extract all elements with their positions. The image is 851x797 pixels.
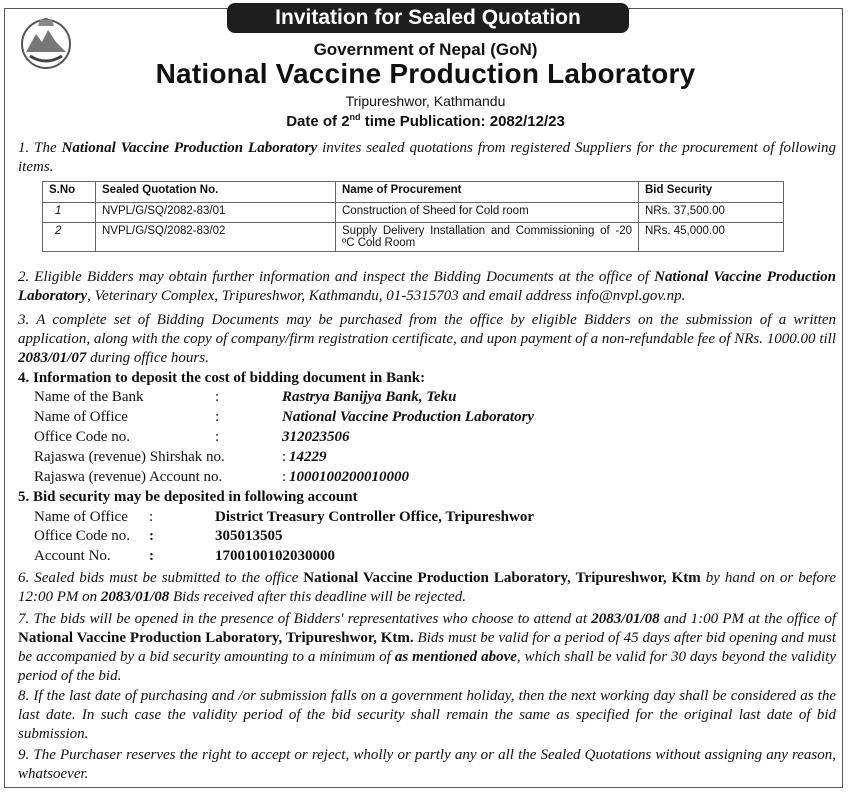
clause-2: 2. Eligible Bidders may obtain further information and inspect the Bidding Documents at the office of National Vaccine Production Laboratory, Veterinary Complex, Tripureshwor, Kathmandu, 01-5315703 and email address info@nvpl.gov.np. <box>18 269 836 304</box>
colon: : <box>149 528 154 544</box>
revenue-account-value: 1000100200010000 <box>289 469 409 485</box>
office-code-label: Office Code no. <box>34 429 130 445</box>
section-5-title: 5. Bid security may be deposited in following account <box>18 489 358 505</box>
organization-address: Tripureshwor, Kathmandu <box>345 93 506 109</box>
clause-9: 9. The Purchaser reserves the right to accept or reject, wholly or partly any or all the Sealed Quotations without assigning any reason, whatsoever. <box>18 747 836 782</box>
cell-sno: 2 <box>43 223 96 252</box>
clause-7: 7. The bids will be opened in the presence of Bidders' representatives who choose to attend at 2083/01/08 and 1:00 PM at the office of National Vaccine Production Laboratory, Tripureshwor, Ktm. Bids must be valid for a period of 45 days after bid opening and must be accompanied by a bid security amounting to a minimum of as mentioned above, which shall be valid for 30 days beyond the validity period of the bid. <box>18 611 837 684</box>
colon: : <box>282 469 287 485</box>
clause-3: 3. A complete set of Bidding Documents may be purchased from the office by eligible Bidders on the submission of a written application, along with the copy of company/firm registration certificate, and upon payment of a non-refundable fee of NRs. 1000.00 till 2083/01/07 during office hours. <box>18 312 836 366</box>
col-sno: S.No <box>43 182 96 203</box>
treasury-office-value: District Treasury Controller Office, Tripureshwor <box>215 509 534 525</box>
bank-name-label: Name of the Bank <box>34 389 144 405</box>
clause-6: 6. Sealed bids must be submitted to the office National Vaccine Production Laboratory, Tripureshwor, Ktm by hand on or before 12:00 PM on 2083/01/08 Bids received after this deadline will be rejected. <box>18 570 836 605</box>
clause-8: 8. If the last date of purchasing and /or submission falls on a government holiday, then the next working day shall be considered as the last date. In such case the validity period of the bid security shall remain the same as specified for the original last date of bid submission. <box>18 688 836 742</box>
colon: : <box>215 389 220 405</box>
colon: : <box>215 409 220 425</box>
col-bid-security: Bid Security <box>639 182 784 203</box>
colon: : <box>215 429 220 445</box>
colon: : <box>149 548 154 564</box>
clause-1: 1. The National Vaccine Production Laboratory invites sealed quotations from registered Suppliers for the procurement of following items. <box>18 140 836 175</box>
cell-quotation-no: NVPL/G/SQ/2082-83/02 <box>96 223 336 252</box>
cell-quotation-no: NVPL/G/SQ/2082-83/01 <box>96 203 336 223</box>
shirshak-label: Rajaswa (revenue) Shirshak no. <box>34 449 225 465</box>
cell-sno: 1 <box>43 203 96 223</box>
treasury-code-value: 305013505 <box>215 528 283 544</box>
office-name-label: Name of Office <box>34 409 128 425</box>
notice-banner: Invitation for Sealed Quotation <box>227 3 629 33</box>
colon: : <box>282 449 287 465</box>
cell-procurement: Construction of Sheed for Cold room <box>336 203 639 223</box>
account-no-label: Account No. <box>34 548 111 564</box>
table-row <box>43 223 784 252</box>
treasury-office-label: Name of Office <box>34 509 128 525</box>
col-procurement: Name of Procurement <box>336 182 639 203</box>
colon: : <box>149 509 154 525</box>
publication-date: Date of 2nd time Publication: 2082/12/23 <box>286 112 565 130</box>
bank-name-value: Rastrya Banijya Bank, Teku <box>282 389 457 405</box>
cell-bid-security: NRs. 37,500.00 <box>639 203 784 223</box>
organization-title: National Vaccine Production Laboratory <box>155 58 696 89</box>
government-title: Government of Nepal (GoN) <box>313 40 538 59</box>
table-row <box>43 203 784 223</box>
section-4-title: 4. Information to deposit the cost of bidding document in Bank: <box>18 370 426 386</box>
treasury-code-label: Office Code no. <box>34 528 130 544</box>
office-name-value: National Vaccine Production Laboratory <box>282 409 535 425</box>
account-no-value: 1700100102030000 <box>215 548 335 564</box>
col-quotation-no: Sealed Quotation No. <box>96 182 336 203</box>
shirshak-value: 14229 <box>289 449 327 465</box>
table-header-row <box>43 182 784 203</box>
revenue-account-label: Rajaswa (revenue) Account no. <box>34 469 223 485</box>
cell-procurement: Supply Delivery Installation and Commissioning of -20 ºC Cold Room <box>336 223 639 252</box>
procurement-table <box>42 181 784 252</box>
cell-bid-security: NRs. 45,000.00 <box>639 223 784 252</box>
office-code-value: 312023506 <box>282 429 350 445</box>
